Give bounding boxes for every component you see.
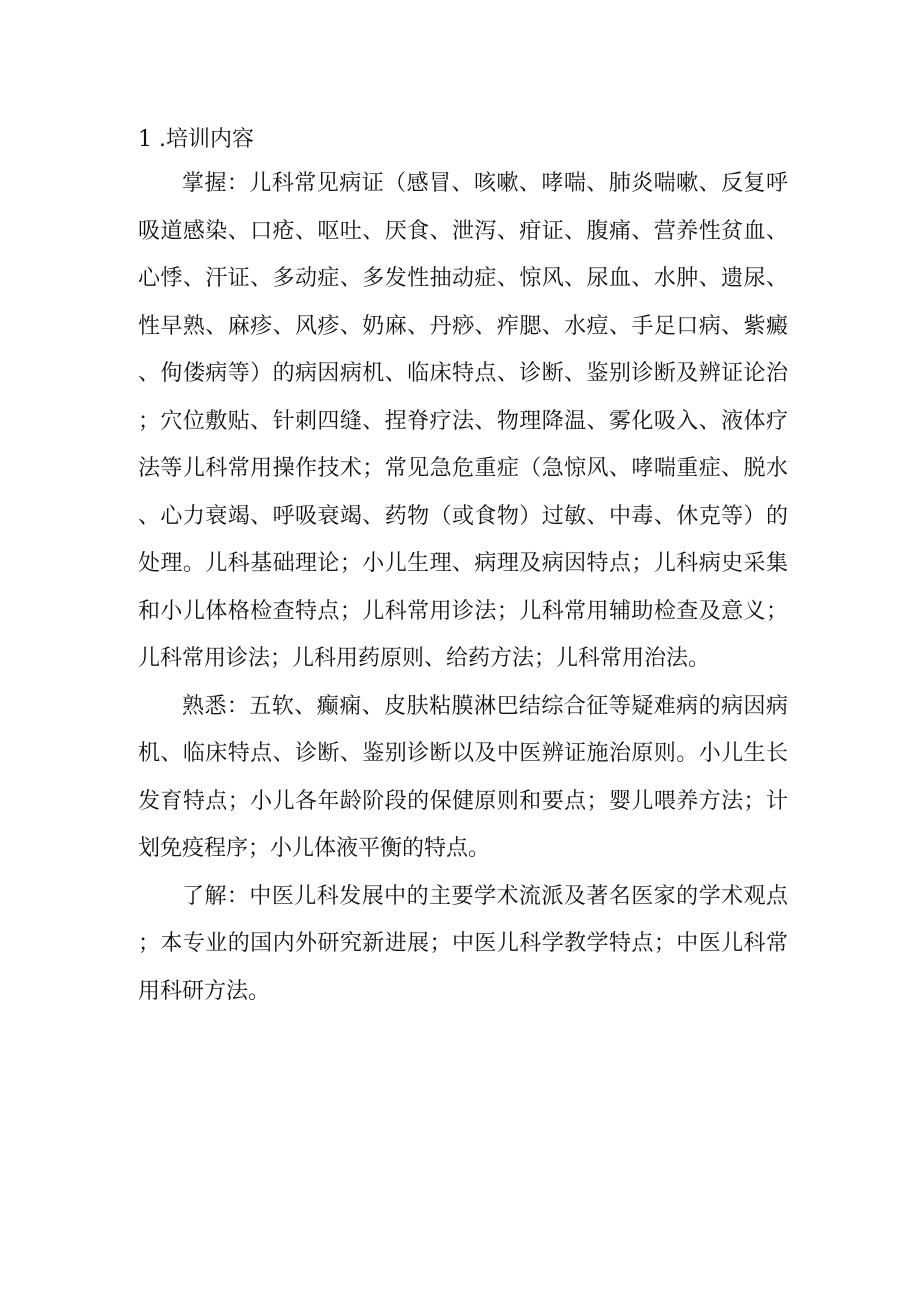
training-content-section: [138, 120, 788, 1015]
section-heading: 1 .培训内容: [138, 127, 254, 152]
paragraph-familiar: 熟悉：五软、癫痫、皮肤粘膜淋巴结综合征等疑难病的病因病机、临床特点、诊断、鉴别诊断以及中医辨证施治原则。小儿生长发育特点；小儿各年龄阶段的保健原则和要点；婴儿喂养方法；计划免疫程序；小儿体液平衡的特点。: [138, 693, 788, 861]
paragraph-understand: 了解：中医儿科发展中的主要学术流派及著名医家的学术观点；本专业的国内外研究新进展；中医儿科学教学特点；中医儿科常用科研方法。: [138, 883, 788, 1004]
paragraph-master: 掌握：儿科常见病证（感冒、咳嗽、哮喘、肺炎喘嗽、反复呼吸道感染、口疮、呕吐、厌食、泄泻、疳证、腹痛、营养性贫血、心悸、汗证、多动症、多发性抽动症、惊风、尿血、水肿、遗尿、性早熟、麻疹、风疹、奶麻、丹痧、痄腮、水痘、手足口病、紫癜、佝偻病等）的病因病机、临床特点、诊断、鉴别诊断及辨证论治；穴位敷贴、针刺四缝、捏脊疗法、物理降温、雾化吸入、液体疗法等儿科常用操作技术；常见急危重症（急惊风、哮喘重症、脱水、心力衰竭、呼吸衰竭、药物（或食物）过敏、中毒、休克等）的处理。儿科基础理论；小儿生理、病理及病因特点；儿科病史采集和小儿体格检查特点；儿科常用诊法；儿科常用辅助检查及意义；儿科常用诊法；儿科用药原则、给药方法；儿科常用治法。: [138, 171, 788, 671]
